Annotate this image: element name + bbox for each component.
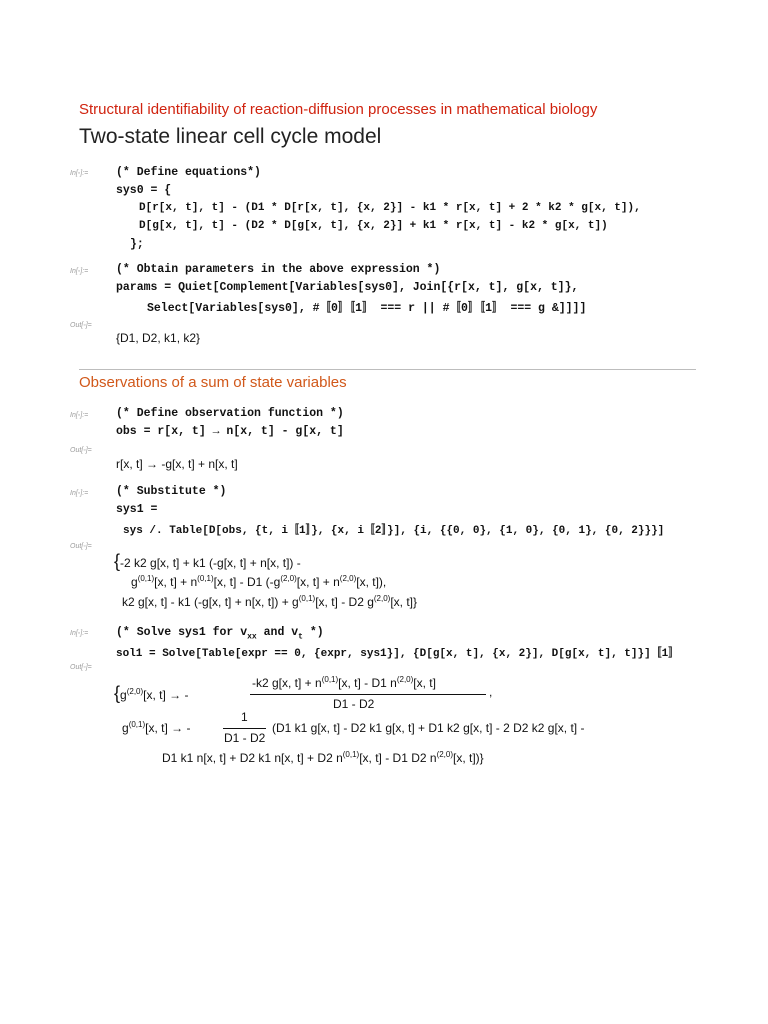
fraction-numerator: -k2 g[x, $t] + n^{(0,1)}[x$, t] - D1 $n^{(2,0)}[x$, t]	[252, 675, 436, 690]
output-line: {-2 k2 g[x, t] + k1 (-g[x, t] + n[x, t]) -	[114, 551, 301, 571]
section-divider	[79, 369, 696, 370]
code-line[interactable]: };	[130, 238, 144, 251]
comma: ,	[489, 685, 493, 699]
code-comment[interactable]: (* Define equations*)	[116, 166, 261, 179]
code-line[interactable]: Select[Variables[sys0], #〚0〛〚1〛 === r || #〚0〛〚1〛 === g &]]]]	[147, 302, 587, 315]
notebook-title: Structural identifiability of reaction-diffusion processes in mathematical biology	[79, 101, 598, 118]
open-brace: {	[114, 551, 121, 571]
input-label: In[◦]:=	[70, 412, 89, 419]
code-line[interactable]: sys0 = {	[116, 184, 172, 197]
code-line[interactable]: D[g[x, t], t] - (D2 * D[g[x, t], {x, 2}] + k1 * r[x, t] - k2 * g[x, t])	[139, 220, 608, 232]
fraction-denominator: D1 - D2	[333, 697, 375, 711]
notebook-subtitle: Two-state linear cell cycle model	[79, 125, 382, 148]
input-label: In[◦]:=	[70, 268, 89, 275]
code-line[interactable]: D[r[x, t], t] - (D1 * D[r[x, t], {x, 2}] - k1 * r[x, t] + 2 * k2 * g[x, t]),	[139, 202, 641, 214]
code-comment[interactable]: (* Substitute *)	[116, 485, 227, 498]
output-label: Out[◦]=	[70, 543, 92, 550]
input-label: In[◦]:=	[70, 630, 89, 637]
code-line[interactable]: params = Quiet[Complement[Variables[sys0], Join[{r[x, t], g[x, t]},	[116, 281, 579, 294]
input-label: In[◦]:=	[70, 490, 89, 497]
code-comment[interactable]: (* Obtain parameters in the above expression *)	[116, 263, 441, 276]
code-line[interactable]: sys /. Table[D[obs, {t, i〚1〛}, {x, i〚2〛}], {i, {{0, 0}, {1, 0}, {0, 1}, {0, 2}}}]	[123, 525, 665, 537]
solution-lhs: {$g^{(2,0)}[x$, t] → -	[114, 683, 189, 703]
code-comment[interactable]: (* Solve sys1 for $v_{xx}$ and $v_t$ *)	[116, 626, 324, 642]
section-heading: Observations of a sum of state variables	[79, 374, 347, 391]
code-line[interactable]: obs = r[x, t] → n[x, t] - g[x, t]	[116, 425, 344, 438]
fraction-bar	[250, 694, 486, 695]
output-label: Out[◦]=	[70, 322, 92, 329]
fraction-bar	[223, 728, 266, 729]
output-label: Out[◦]=	[70, 447, 92, 454]
fraction-denominator: D1 - D2	[224, 731, 266, 745]
code-comment[interactable]: (* Define observation function *)	[116, 407, 344, 420]
input-label: In[◦]:=	[70, 170, 89, 177]
code-line[interactable]: sys1 =	[116, 503, 158, 516]
output-expression: r[x, t] → -g[x, t] + n[x, t]	[116, 457, 238, 471]
solution-lhs: $g^{(0,1)}[x$, t] → -	[122, 720, 191, 735]
output-line: k2 g[x, t] - k1 (-g[x, t] + n[x, $t]) + g^{(0,1)}[x$, t] - D2 $g^{(2,0)}[x$, t]}	[122, 594, 418, 609]
code-line[interactable]: sol1 = Solve[Table[expr == 0, {expr, sys1}], {D[g[x, t], {x, 2}], D[g[x, t], t]}]〚1〛	[116, 648, 680, 660]
output-line: $g^{(0,1)}[x$, $t] + n^{(0,1)}[x$, t] - D1 ($-g^{(2,0)}[x$, $t] + n^{(2,0)}[x$, t]),	[131, 574, 387, 589]
output-line: D1 k1 n[x, t] + D2 k1 n[x, t] + D2 $n^{(0,1)}[x$, t] - D1 D2 $n^{(2,0)}[x$, t])}	[162, 750, 484, 765]
output-label: Out[◦]=	[70, 664, 92, 671]
fraction-numerator: 1	[241, 710, 248, 724]
output-expression: {D1, D2, k1, k2}	[116, 331, 201, 345]
output-line: (D1 k1 g[x, t] - D2 k1 g[x, t] + D1 k2 g[x, t] - 2 D2 k2 g[x, t] -	[272, 721, 585, 735]
